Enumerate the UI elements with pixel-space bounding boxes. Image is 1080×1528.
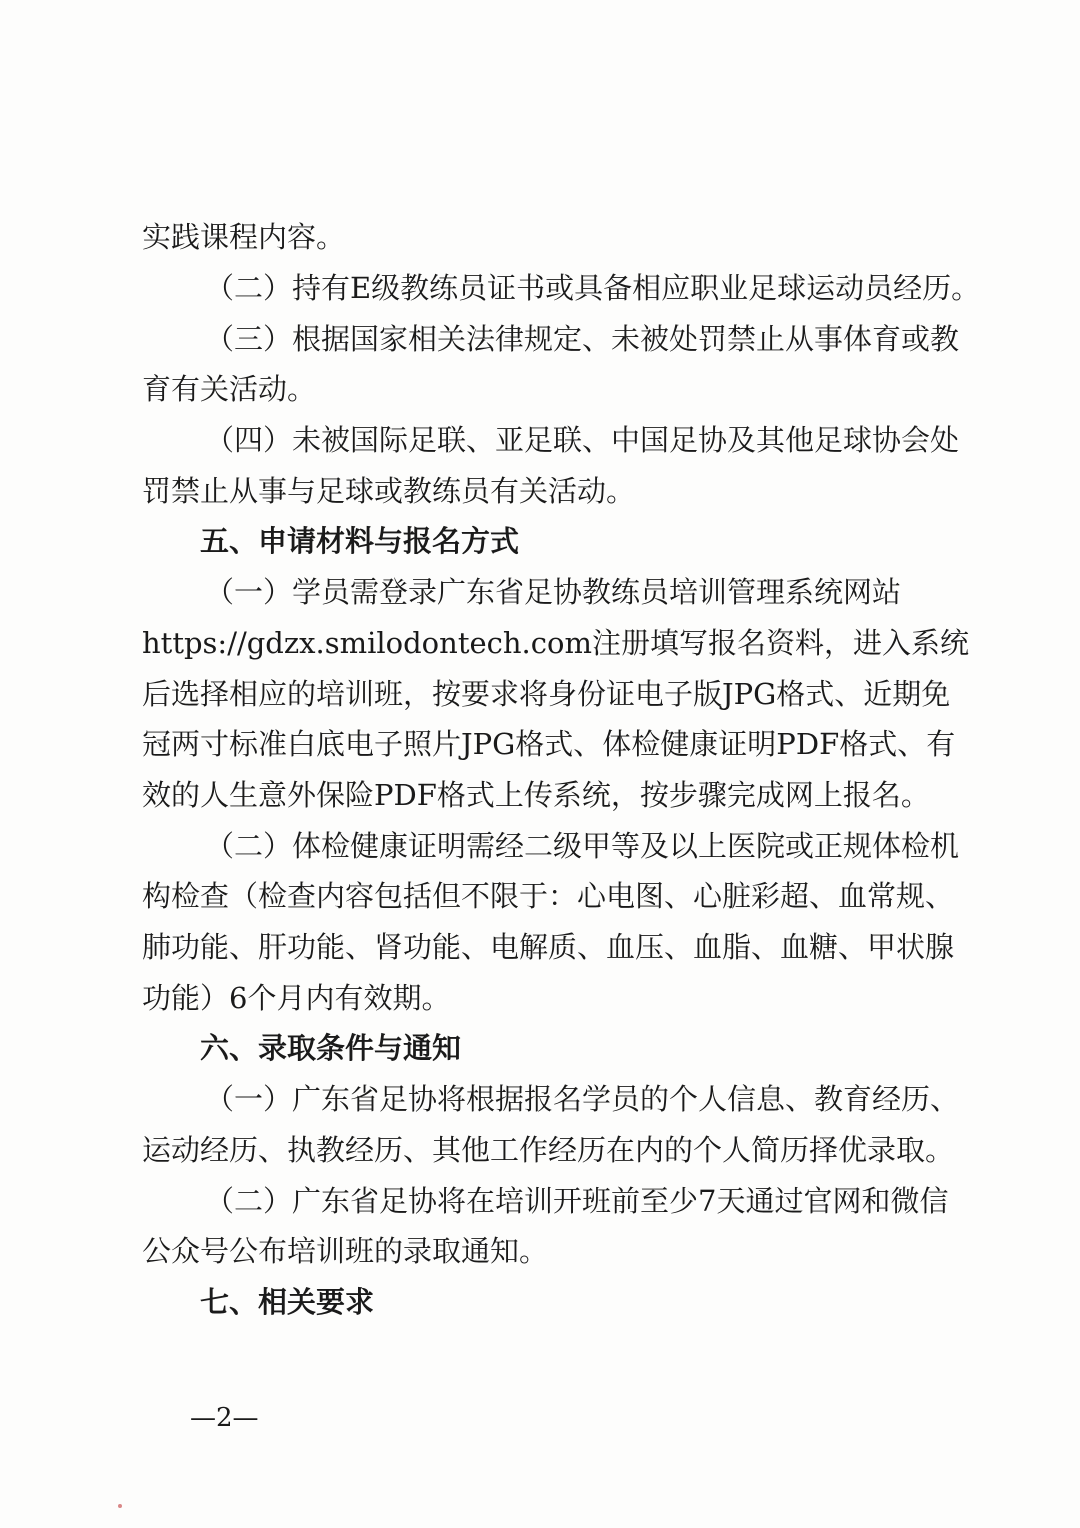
paragraph-line: （二）体检健康证明需经二级甲等及以上医院或正规体检机 <box>205 829 960 863</box>
section-heading: 五、申请材料与报名方式 <box>200 524 520 558</box>
section-heading: 六、录取条件与通知 <box>200 1031 462 1065</box>
paragraph-line: 功能）6个月内有效期。 <box>142 981 451 1015</box>
paragraph-line: （四）未被国际足联、亚足联、中国足协及其他足球协会处 <box>205 423 960 457</box>
paragraph-line: 后选择相应的培训班，按要求将身份证电子版JPG格式、近期免 <box>142 677 951 711</box>
paragraph-line: 运动经历、执教经历、其他工作经历在内的个人简历择优录取。 <box>142 1133 955 1167</box>
paragraph-line: 育有关活动。 <box>142 372 317 406</box>
scan-speck <box>118 1504 122 1508</box>
page-number: —2— <box>190 1403 259 1433</box>
paragraph-line: （一）广东省足协将根据报名学员的个人信息、教育经历、 <box>205 1082 960 1116</box>
paragraph-line: 冠两寸标准白底电子照片JPG格式、体检健康证明PDF格式、有 <box>142 727 956 761</box>
paragraph-line: （三）根据国家相关法律规定、未被处罚禁止从事体育或教 <box>205 322 960 356</box>
paragraph-line: 效的人生意外保险PDF格式上传系统，按步骤完成网上报名。 <box>142 778 930 812</box>
paragraph-line: （一）学员需登录广东省足协教练员培训管理系统网站 <box>205 575 902 609</box>
paragraph-line: 实践课程内容。 <box>142 220 346 254</box>
paragraph-line: （二）持有E级教练员证书或具备相应职业足球运动员经历。 <box>205 271 981 305</box>
url-line: https://gdzx.smilodontech.com注册填写报名资料，进入系统 <box>142 626 969 660</box>
paragraph-line: 构检查（检查内容包括但不限于：心电图、心脏彩超、血常规、 <box>142 879 955 913</box>
paragraph-line: （二）广东省足协将在培训开班前至少7天通过官网和微信 <box>205 1184 949 1218</box>
paragraph-line: 公众号公布培训班的录取通知。 <box>142 1234 549 1268</box>
paragraph-line: 肺功能、肝功能、肾功能、电解质、血压、血脂、血糖、甲状腺 <box>142 930 955 964</box>
section-heading: 七、相关要求 <box>200 1285 375 1319</box>
paragraph-line: 罚禁止从事与足球或教练员有关活动。 <box>142 474 636 508</box>
